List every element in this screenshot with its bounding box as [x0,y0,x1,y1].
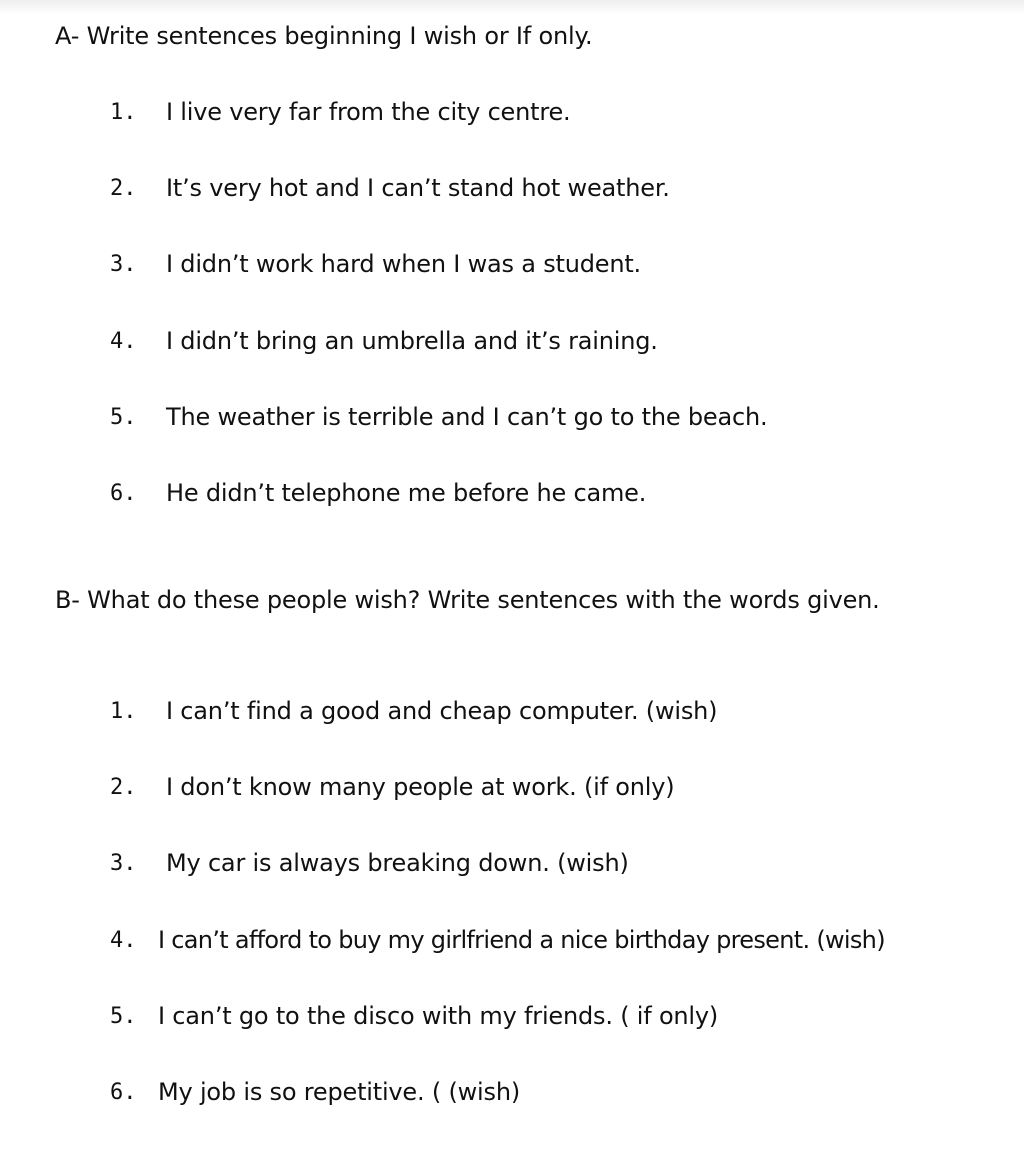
list-item-number: 2. [110,176,137,201]
list-item-text: I don’t know many people at work. (if only) [166,773,675,801]
list-item-text: He didn’t telephone me before he came. [166,479,647,507]
list-item-text: I can’t afford to buy my girlfriend a nice birthday present. (wish) [158,926,885,954]
list-item-text: I can’t go to the disco with my friends. ( if only) [158,1002,719,1030]
list-item-number: 4. [110,928,137,953]
list-item-number: 5. [110,1004,137,1029]
list-item-text: I didn’t work hard when I was a student. [166,250,641,278]
list-item-number: 4. [110,329,137,354]
list-item-number: 6. [110,481,137,506]
page-top-shadow [0,0,1024,14]
list-item-number: 1. [110,100,137,125]
list-item-number: 5. [110,405,137,430]
list-item-number: 3. [110,851,137,876]
list-item-number: 6. [110,1080,137,1105]
list-item-text: I can’t find a good and cheap computer. (wish) [166,697,718,725]
list-item-text: It’s very hot and I can’t stand hot weather. [166,174,670,202]
list-item-number: 1. [110,699,137,724]
list-item-number: 3. [110,252,137,277]
list-item-text: I didn’t bring an umbrella and it’s raining. [166,327,658,355]
list-item-text: I live very far from the city centre. [166,98,571,126]
list-item-text: My car is always breaking down. (wish) [166,849,629,877]
list-item-text: My job is so repetitive. ( (wish) [158,1078,520,1106]
section-b-heading: B- What do these people wish? Write sentences with the words given. [55,586,880,614]
list-item-number: 2. [110,775,137,800]
list-item-text: The weather is terrible and I can’t go to the beach. [166,403,768,431]
section-a-heading: A- Write sentences beginning I wish or If only. [55,22,593,50]
